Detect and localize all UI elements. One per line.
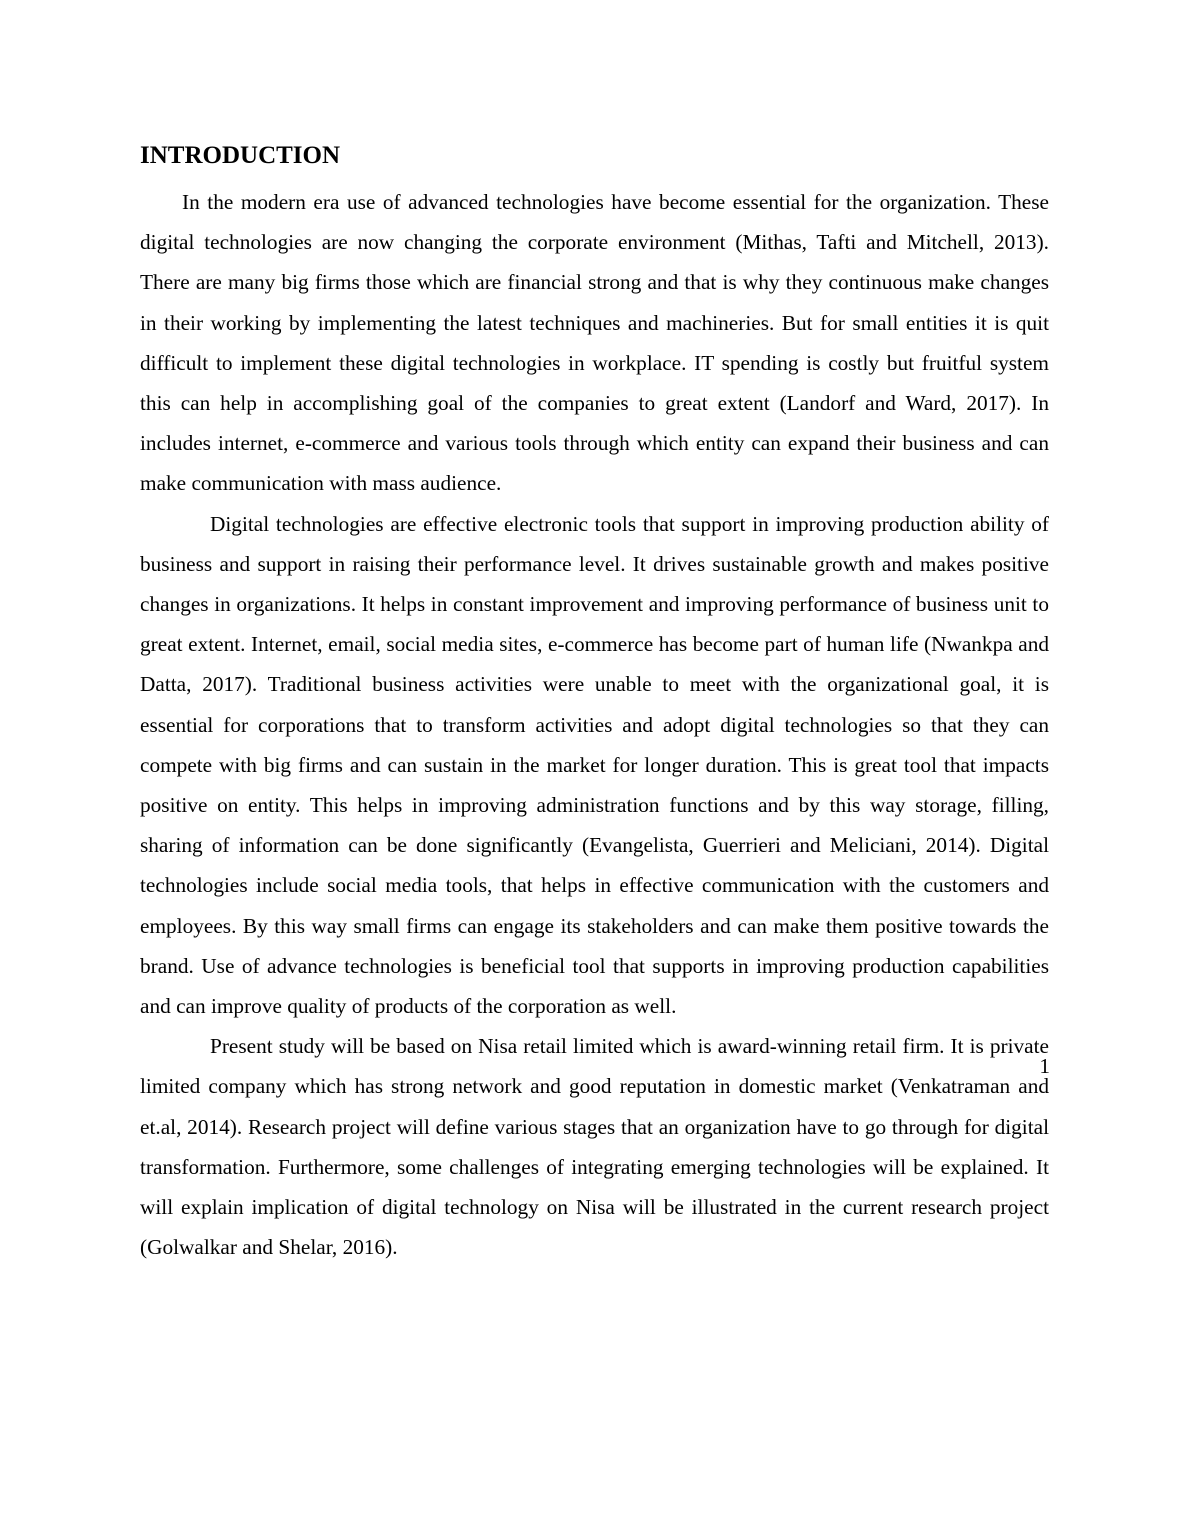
paragraph-3: Present study will be based on Nisa retail limited which is award-winning retail firm. It is private limited company which has strong network and good reputation in domestic market (Venkatraman and et.al, 2014). Research project will define various stages that an organization have to go through for digital transformation. Furthermore, some challenges of integrating emerging technologies will be explained. It will explain implication of digital technology on Nisa will be illustrated in the current research project (Golwalkar and Shelar, 2016).: [140, 1034, 1049, 1260]
paragraph-1: In the modern era use of advanced technologies have become essential for the organization. These digital technologies are now changing the corporate environment (Mithas, Tafti and Mitchell, 2013). There are many big firms those which are financial strong and that is why they continuous make changes in their working by implementing the latest techniques and machineries. But for small entities it is quit difficult to implement these digital technologies in workplace. IT spending is costly but fruitful system this can help in accomplishing goal of the companies to great extent (Landorf and Ward, 2017). In includes internet, e-commerce and various tools through which entity can expand their business and can make communication with mass audience.: [140, 190, 1049, 496]
paragraph-2: Digital technologies are effective electronic tools that support in improving production ability of business and support in raising their performance level. It drives sustainable growth and makes positive changes in organizations. It helps in constant improvement and improving performance of business unit to great extent. Internet, email, social media sites, e-commerce has become part of human life (Nwankpa and Datta, 2017). Traditional business activities were unable to meet with the organizational goal, it is essential for corporations that to transform activities and adopt digital technologies so that they can compete with big firms and can sustain in the market for longer duration. This is great tool that impacts positive on entity. This helps in improving administration functions and by this way storage, filling, sharing of information can be done significantly (Evangelista, Guerrieri and Meliciani, 2014). Digital technologies include social media tools, that helps in effective communication with the customers and employees. By this way small firms can engage its stakeholders and can make them positive towards the brand. Use of advance technologies is beneficial tool that supports in improving production capabilities and can improve quality of products of the corporation as well.: [140, 511, 1049, 1019]
section-heading: INTRODUCTION: [140, 142, 341, 169]
page-body: [140, 140, 1049, 1267]
page-number: 1: [1039, 1054, 1050, 1078]
